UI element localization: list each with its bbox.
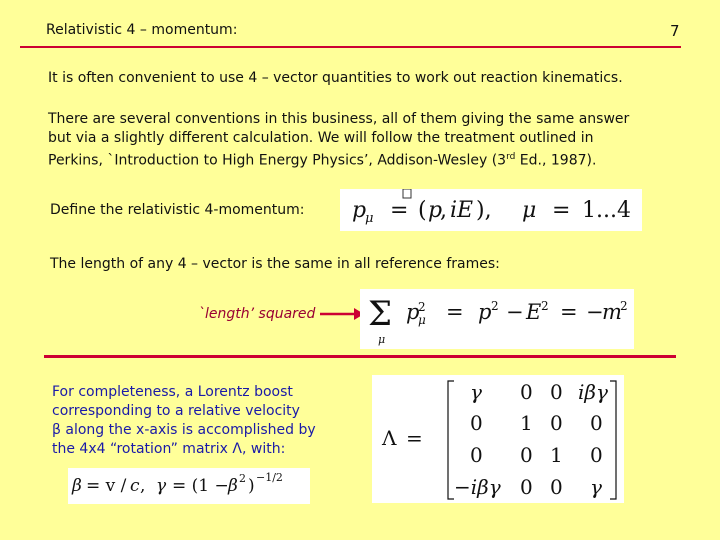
svg-text:μ: μ bbox=[365, 211, 374, 226]
lorentz-line-4: the 4x4 “rotation” matrix Λ, with: bbox=[52, 441, 286, 457]
svg-text:2: 2 bbox=[418, 300, 426, 314]
svg-text:= (1 −: = (1 − bbox=[172, 476, 229, 496]
svg-text:1: 1 bbox=[550, 443, 563, 467]
svg-text:Σ: Σ bbox=[368, 294, 393, 334]
svg-text:β: β bbox=[228, 476, 238, 496]
svg-text:E: E bbox=[526, 300, 542, 324]
lorentz-line-2: corresponding to a relative velocity bbox=[52, 403, 300, 419]
lorentz-boost-text bbox=[52, 383, 352, 459]
conventions-line-1: There are several conventions in this business, all of them giving the same answer bbox=[48, 111, 630, 127]
arrow-icon bbox=[320, 307, 364, 321]
svg-text:2: 2 bbox=[491, 299, 499, 313]
lorentz-line-1: For completeness, a Lorentz boost bbox=[52, 384, 293, 400]
svg-text:c: c bbox=[130, 476, 140, 496]
svg-text:γ: γ bbox=[470, 380, 482, 404]
lorentz-matrix bbox=[372, 375, 624, 503]
svg-text:=: = bbox=[406, 426, 423, 450]
svg-text:−: − bbox=[586, 300, 604, 324]
beta-gamma-svg bbox=[68, 468, 310, 504]
svg-text:Λ: Λ bbox=[382, 426, 397, 450]
svg-text:iβγ: iβγ bbox=[578, 380, 608, 404]
define-label: Define the relativistic 4-momentum: bbox=[50, 202, 305, 218]
svg-text:,: , bbox=[440, 198, 447, 223]
length-label: The length of any 4 – vector is the same in all reference frames: bbox=[50, 256, 500, 272]
svg-text:0: 0 bbox=[590, 411, 603, 435]
svg-text:0: 0 bbox=[520, 475, 533, 499]
svg-text:0: 0 bbox=[470, 443, 483, 467]
svg-text:),: ), bbox=[476, 198, 492, 223]
svg-text:p: p bbox=[406, 300, 420, 324]
conventions-paragraph bbox=[48, 110, 688, 171]
svg-text:2: 2 bbox=[239, 472, 246, 485]
page-number: 7 bbox=[670, 22, 680, 40]
svg-text:0: 0 bbox=[550, 380, 563, 404]
svg-text:γ: γ bbox=[156, 476, 167, 496]
svg-text:=: = bbox=[552, 198, 571, 223]
conventions-line-3 bbox=[48, 148, 688, 171]
lorentz-line-3: β along the x-axis is accomplished by bbox=[52, 422, 316, 438]
svg-text:2: 2 bbox=[541, 299, 549, 313]
svg-text:−: − bbox=[506, 300, 524, 324]
svg-text:μ: μ bbox=[378, 333, 386, 346]
four-momentum-equation bbox=[340, 189, 642, 231]
svg-text:=: = bbox=[446, 300, 464, 324]
svg-text:0: 0 bbox=[520, 380, 533, 404]
svg-text:=: = bbox=[560, 300, 578, 324]
svg-text:0: 0 bbox=[550, 475, 563, 499]
svg-text:0: 0 bbox=[520, 443, 533, 467]
invariant-mass-equation bbox=[360, 289, 634, 349]
length-squared-label: `length’ squared bbox=[198, 306, 316, 322]
svg-text:β: β bbox=[72, 476, 82, 496]
svg-text:= v /: = v / bbox=[86, 476, 127, 496]
middle-divider bbox=[44, 355, 676, 358]
svg-text:=: = bbox=[390, 198, 409, 223]
conventions-line-3-end: Ed., 1987). bbox=[515, 152, 597, 169]
svg-text:1: 1 bbox=[520, 411, 533, 435]
top-divider bbox=[20, 46, 681, 48]
svg-text:): ) bbox=[248, 476, 255, 496]
invariant-mass-svg bbox=[360, 289, 634, 349]
svg-text:2: 2 bbox=[620, 299, 628, 313]
edition-superscript: rd bbox=[506, 152, 516, 162]
svg-text:0: 0 bbox=[550, 411, 563, 435]
svg-text:m: m bbox=[602, 300, 622, 324]
conventions-line-3-text: Perkins, `Introduction to High Energy Physics’, Addison-Wesley (3 bbox=[48, 152, 507, 169]
svg-text:μ: μ bbox=[418, 313, 426, 327]
svg-text:p: p bbox=[428, 198, 443, 223]
svg-text:,: , bbox=[140, 476, 146, 496]
svg-text:1...4: 1...4 bbox=[582, 198, 631, 223]
svg-text:(: ( bbox=[418, 198, 427, 223]
conventions-line-2: but via a slightly different calculation. We will follow the treatment outlined in bbox=[48, 130, 594, 146]
svg-text:p: p bbox=[352, 198, 367, 223]
lorentz-matrix-svg bbox=[372, 375, 624, 503]
slide-title: Relativistic 4 – momentum: bbox=[46, 22, 238, 38]
svg-text:γ: γ bbox=[590, 475, 602, 499]
svg-text:μ: μ bbox=[522, 198, 537, 223]
svg-text:−iβγ: −iβγ bbox=[454, 475, 501, 499]
svg-text:−1/2: −1/2 bbox=[256, 471, 283, 484]
svg-text:iE: iE bbox=[450, 198, 474, 223]
beta-gamma-definition bbox=[68, 468, 310, 504]
svg-text:0: 0 bbox=[590, 443, 603, 467]
svg-text:0: 0 bbox=[470, 411, 483, 435]
svg-text:p: p bbox=[478, 300, 492, 324]
four-momentum-svg bbox=[340, 189, 642, 231]
intro-paragraph: It is often convenient to use 4 – vector quantities to work out reaction kinematics. bbox=[48, 70, 623, 86]
